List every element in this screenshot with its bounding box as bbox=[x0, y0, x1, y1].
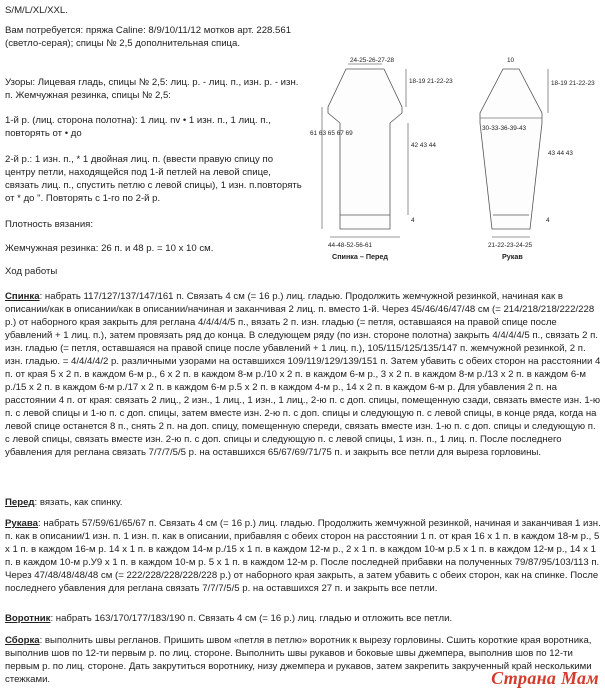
body-height-dim: 61 63 65 67 69 bbox=[310, 130, 353, 137]
density-text: Жемчужная резинка: 26 п. и 48 р. = 10 х 10 см. bbox=[5, 243, 214, 254]
back-section bbox=[5, 290, 601, 459]
sleeve-section bbox=[5, 517, 601, 595]
sleeve-cuff-dim: 21-22-23-24-25 bbox=[488, 242, 533, 249]
body-outline bbox=[328, 69, 402, 229]
sleeve-rib-dim: 4 bbox=[546, 217, 550, 224]
sleeve-schematic bbox=[480, 69, 548, 237]
watermark-logo: Страна Мам bbox=[491, 668, 599, 688]
pattern-row-1: 1-й р. (лиц. сторона полотна): 1 лиц. nv • 1 изн. п., 1 лиц. п., повторять от • до bbox=[5, 115, 271, 139]
sleeve-top-dim: 10 bbox=[507, 57, 515, 64]
body-schematic bbox=[322, 64, 408, 237]
collar-title: Воротник bbox=[5, 613, 51, 624]
workflow-heading: Ход работы bbox=[5, 266, 58, 277]
back-title: Спинка bbox=[5, 291, 40, 302]
sleeve-outline bbox=[480, 69, 542, 229]
collar-section bbox=[5, 612, 601, 625]
patterns-intro: Узоры: Лицевая гладь, спицы № 2,5: лиц. р. - лиц. п., изн. р. - изн. п. Жемчужная резинка, спицы № 2,5: bbox=[5, 77, 299, 101]
schematic-diagram bbox=[308, 55, 598, 270]
front-title: Перед bbox=[5, 497, 35, 508]
density-label: Плотность вязания: bbox=[5, 219, 94, 230]
sleeve-text: : набрать 57/59/61/65/67 п. Связать 4 см (= 16 р.) лиц. гладью. Продолжить жемчужной резинкой, начиная и заканчивая 1 изн. п. как в описании/1 изн. п. 1 изн. п. как в описании, прибавляя с обеих сторон на расстоянии 1 п. от края 16 х 1 п. в каждом 18-м р., 5 х 1 п. в каждом 16-м р. 14 х 1 п. в каждом 14-м р./15 х 1 п. в каждом 12-м р., 2 х 1 п. в каждом 10-м р.5 х 1 п. в каждом 12-м р., 14 х 1 п. в каждом 10-м р.У9 х 1 п. в каждом 10-м р. 5 х 1 п. в каждом 12-м р. После последней прибавки на полученных 79/87/95/103/113 п. Через 47/48/48/48/48 см (= 222/228/228/228/228 р.) от наборного края закрыть, а затем убавить с обеих сторон, как на спинке. После последнего убавления для реглана связать 7/7/7/5/5 р. на оставшихся 27 п. и закрыть все петли. bbox=[5, 518, 601, 594]
back-text: : набрать 117/127/137/147/161 п. Связать 4 см (= 16 р.) лиц. гладью. Продолжить жемчужной резинкой, начиная как в описании/как в описании/как в описании/начиная и заканчивая 2 лиц. п. вместо 1-й. Через 45/46/46/47/48 см (= 214/218/218/222/228 р.) от наборного края закрыть для реглана 4/4/4/4/5 п., вязать 2 п. изн. гладью (= петля, оставшаяся на правой спице после убавлений + 1 лиц. п.), затем провязать ряд до конца. В следующем ряду (по изн. стороне полотна) закрыть 4/4/4/4/5 п., связать 2 п. изн. гладью (= петля, оставшаяся на правой спице после убавлений + 1 лиц. п.), 105/115/125/135/147 п. жемчужной резинкой, 2 п. изн. гладью. = 4/4/4/4/2 р. различными узорами на оставшихся 109/119/129/139/151 п. Затем убавить с обеих сторон на расстоянии 4 п. от края 5 х 2 п. в каждом 6-м р., 6 х 2 п. в каждом 8-м р./10 х 2 п. в каждом 6-м р., 3 х 2 п. в каждом 8-м р./13 х 2 п. в каждом 6-м р./15 х 2 п. в каждом 6-м р./17 х 2 п. в каждом 6-м р.5 х 2 п. в каждом 4-м р., 14 х 2 п. в каждом 6-м р. Для убавления 2 п. на расстоянии 4 п. от края: связать 2 лиц., 2 изн., 1 лиц., 1 изн., 1 лиц., 2-ю п. с доп. спицы, помещенную сзади, связать вместе изн. 1-ю п. с левой спицы и 1-ю п. с доп. спицы, затем вместе изн. 2-ю п. с доп. спицы и следующую п. с левой спицы, в конце ряда, когда на левой спице останется 8 п., снять 2 п. на доп. спицу, помещенную спереди, связать вместе изн. 1-ю п. с доп. спицы и следующую п. с левой спицы, связать вместе изн. 2-ю п. с доп. спицы и следующую п. с левой спицы, 1 изн. п., 1 лиц. п. После последнего убавления для реглана связать 7/7/7/5/5 р. на оставшихся 65/67/69/71/75 п. и закрыть все петли для выреза горловины. bbox=[5, 291, 601, 458]
body-top-dim: 24-25-26-27-28 bbox=[350, 57, 395, 64]
sleeve-side-dim: 43 44 43 bbox=[548, 150, 573, 157]
materials-text: Вам потребуется: пряжа Caline: 8/9/10/11/12 мотков арт. 228.561 (светло-серая); спицы № 2,5 дополнительная спица. bbox=[5, 25, 292, 49]
body-rib-dim: 4 bbox=[411, 217, 415, 224]
sleeve-width-dim: 30-33-36-39-43 bbox=[482, 125, 527, 132]
pattern-row-2: 2-й р.: 1 изн. п., * 1 двойная лиц. п. (ввести правую спицу по центру петли, находящейся под 1-й петлей на левой спице, связать лиц. п., спустить петлю с левой спицы), 1 изн. п.повторять от * до ". Повторять с 1-го по 2-й р. bbox=[5, 154, 302, 204]
assembly-text: : выполнить швы регланов. Пришить швом «петля в петлю» воротник к вырезу горловины. Сшить короткие края воротника, выполнив шов по 12-ти первым р. по лиц. стороне. Выполнить швы рукавов и боковые швы джемпера, выполнив шов по 12-ти первым р. по лиц. стороне. Дать закрутиться воротнику, низу джемпера и рукавов, затем закрепить закрученный край несколькими стежками. bbox=[5, 635, 592, 685]
assembly-title: Сборка bbox=[5, 635, 40, 646]
sleeve-title: Рукава bbox=[5, 518, 38, 529]
body-raglan-dim: 18-19 21-22-23 bbox=[409, 78, 453, 85]
front-text: : вязать, как спинку. bbox=[34, 497, 123, 508]
body-side-dim: 42 43 44 bbox=[411, 142, 436, 149]
sizes-line: S/M/L/XL/XXL. bbox=[5, 5, 68, 16]
sleeve-caption: Рукав bbox=[502, 252, 523, 261]
collar-text: : набрать 163/170/177/183/190 п. Связать 4 см (= 16 р.) лиц. гладью и отложить все петли. bbox=[50, 613, 453, 624]
body-caption: Спинка – Перед bbox=[332, 252, 388, 261]
sleeve-raglan-dim: 18-19 21-22-23 bbox=[551, 80, 595, 87]
front-section bbox=[5, 496, 601, 509]
body-width-dim: 44-48-52-56-61 bbox=[328, 242, 373, 249]
